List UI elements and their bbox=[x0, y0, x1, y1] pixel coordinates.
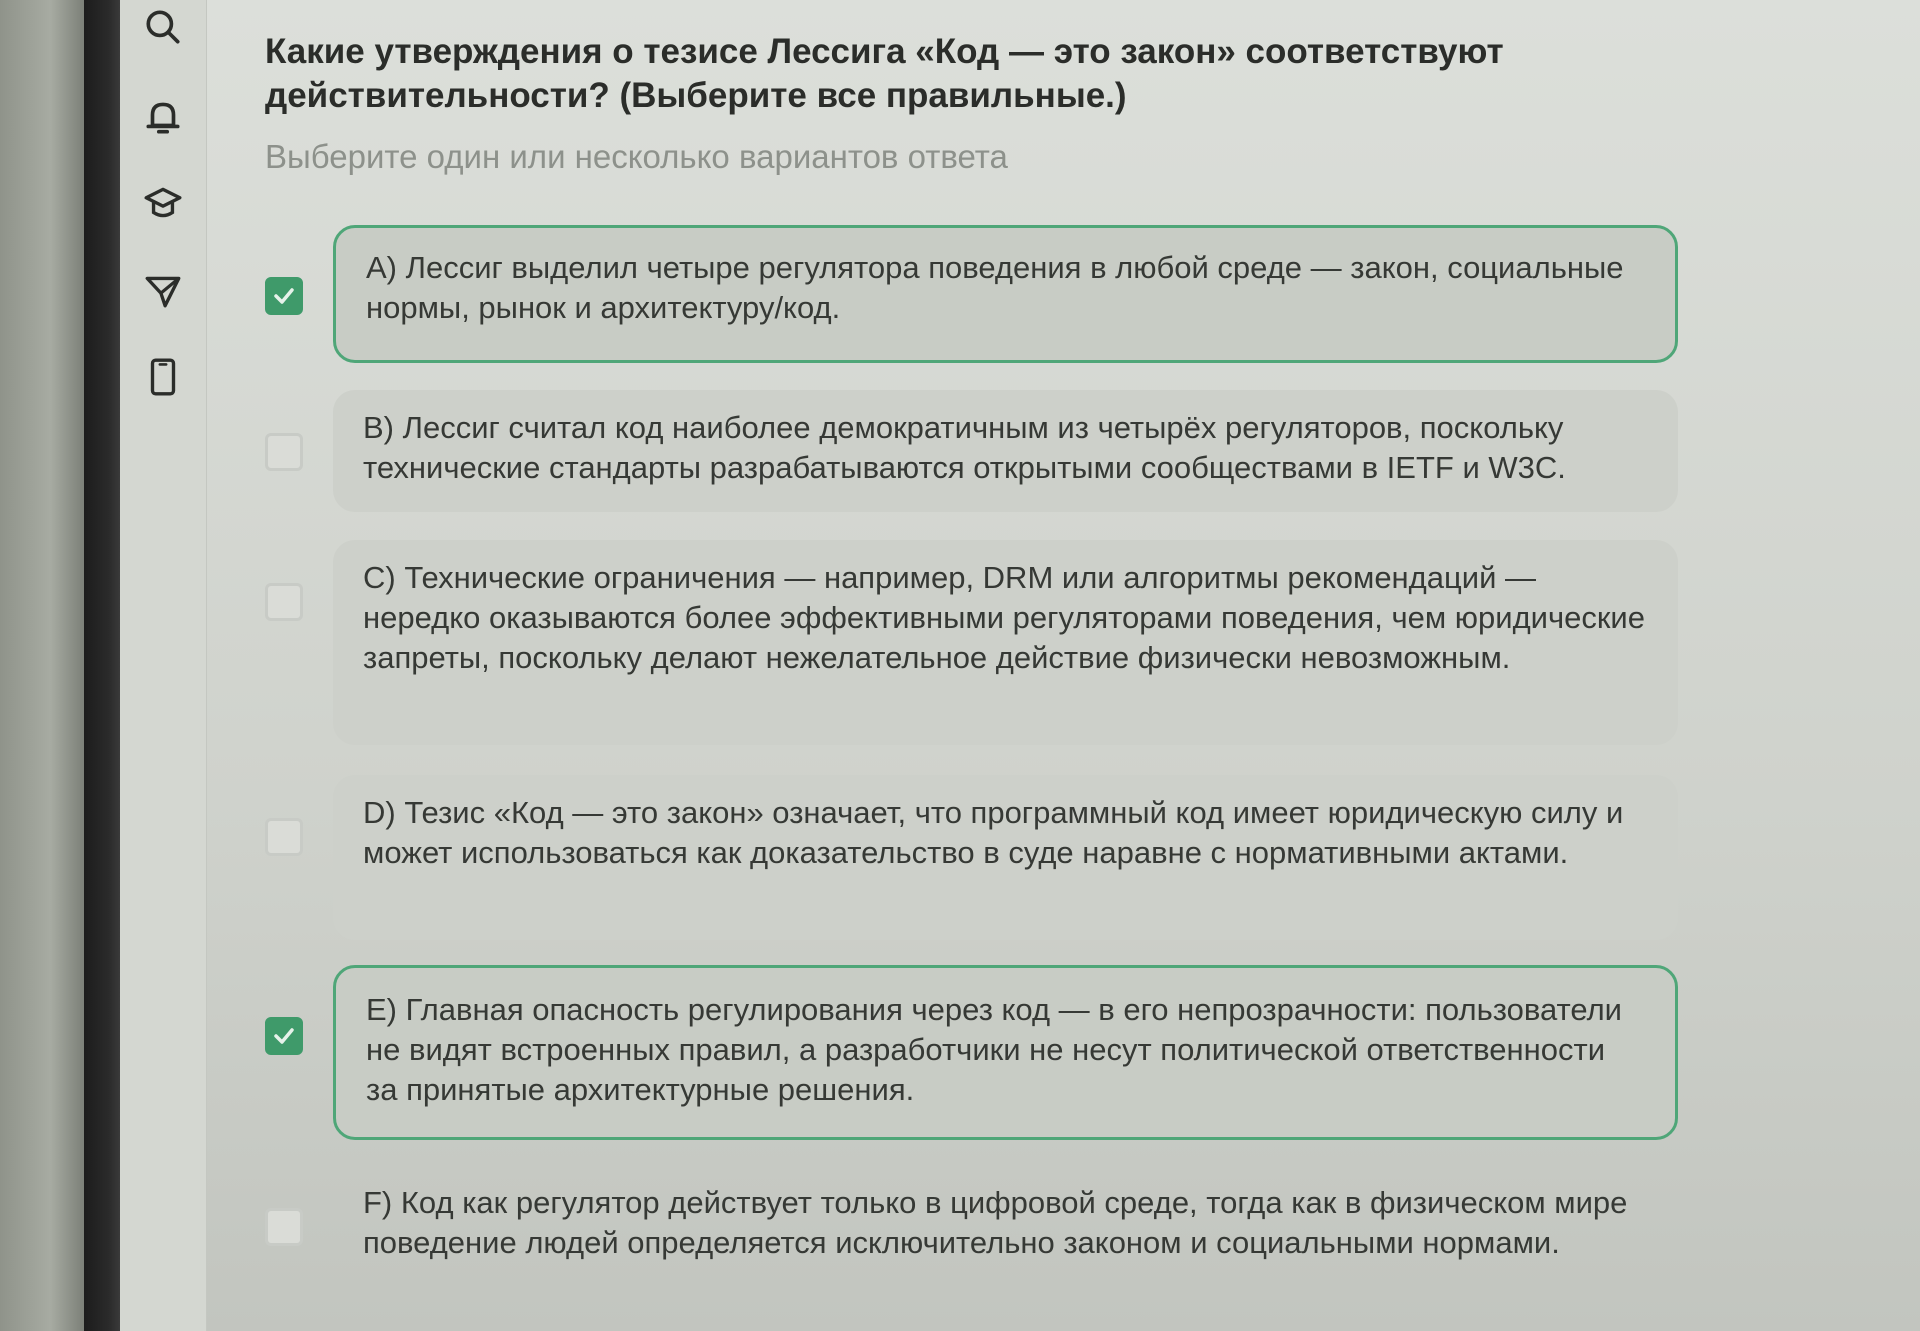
option-text-c: C) Технические ограничения — например, DRM или алгоритмы рекомендаций — нередко оказываются более эффективными регуляторами поведения, чем юридические запреты, поскольку делают нежелательное действие физически невозможным. bbox=[363, 560, 1645, 675]
question-panel bbox=[265, 30, 1825, 1260]
checkbox-b[interactable] bbox=[265, 433, 303, 471]
checkbox-a[interactable] bbox=[265, 277, 303, 315]
desk-background bbox=[0, 0, 84, 1331]
checkmark-icon bbox=[271, 1023, 297, 1049]
option-text-a: A) Лессиг выделил четыре регулятора поведения в любой среде — закон, социальные нормы, рынок и архитектуру/код. bbox=[366, 250, 1624, 325]
send-icon[interactable] bbox=[138, 266, 188, 316]
option-box-e[interactable] bbox=[333, 965, 1678, 1140]
bell-icon[interactable] bbox=[138, 92, 188, 142]
phone-icon[interactable] bbox=[138, 352, 188, 402]
graduation-cap-icon[interactable] bbox=[138, 178, 188, 228]
option-box-c[interactable] bbox=[333, 540, 1678, 745]
option-box-f[interactable] bbox=[333, 1165, 1678, 1331]
question-title: Какие утверждения о тезисе Лессига «Код — это закон» соответствуют действительности? (Выберите все правильные.) bbox=[265, 32, 1504, 115]
option-text-f: F) Код как регулятор действует только в цифровой среде, тогда как в физическом мире поведение людей определяется исключительно законом и социальными нормами. bbox=[363, 1185, 1628, 1260]
option-text-b: B) Лессиг считал код наиболее демократичным из четырёх регуляторов, поскольку технические стандарты разрабатываются открытыми сообществами в IETF и W3C. bbox=[363, 410, 1566, 485]
checkbox-f[interactable] bbox=[265, 1208, 303, 1246]
option-box-a[interactable] bbox=[333, 225, 1678, 363]
checkbox-d[interactable] bbox=[265, 818, 303, 856]
option-box-b[interactable] bbox=[333, 390, 1678, 512]
search-icon[interactable] bbox=[138, 2, 188, 52]
option-text-d: D) Тезис «Код — это закон» означает, что программный код имеет юридическую силу и может использоваться как доказательство в суде наравне с нормативными актами. bbox=[363, 795, 1624, 870]
screen bbox=[120, 0, 1920, 1331]
checkbox-c[interactable] bbox=[265, 583, 303, 621]
option-text-e: E) Главная опасность регулирования через код — в его непрозрачности: пользователи не видят встроенных правил, а разработчики не несут политической ответственности за принятые архитектурные решения. bbox=[366, 992, 1622, 1107]
device-bezel bbox=[84, 0, 120, 1331]
checkmark-icon bbox=[271, 283, 297, 309]
answer-hint: Выберите один или несколько вариантов ответа bbox=[265, 138, 1008, 175]
option-box-d[interactable] bbox=[333, 775, 1678, 940]
sidebar bbox=[120, 0, 207, 1331]
checkbox-e[interactable] bbox=[265, 1017, 303, 1055]
